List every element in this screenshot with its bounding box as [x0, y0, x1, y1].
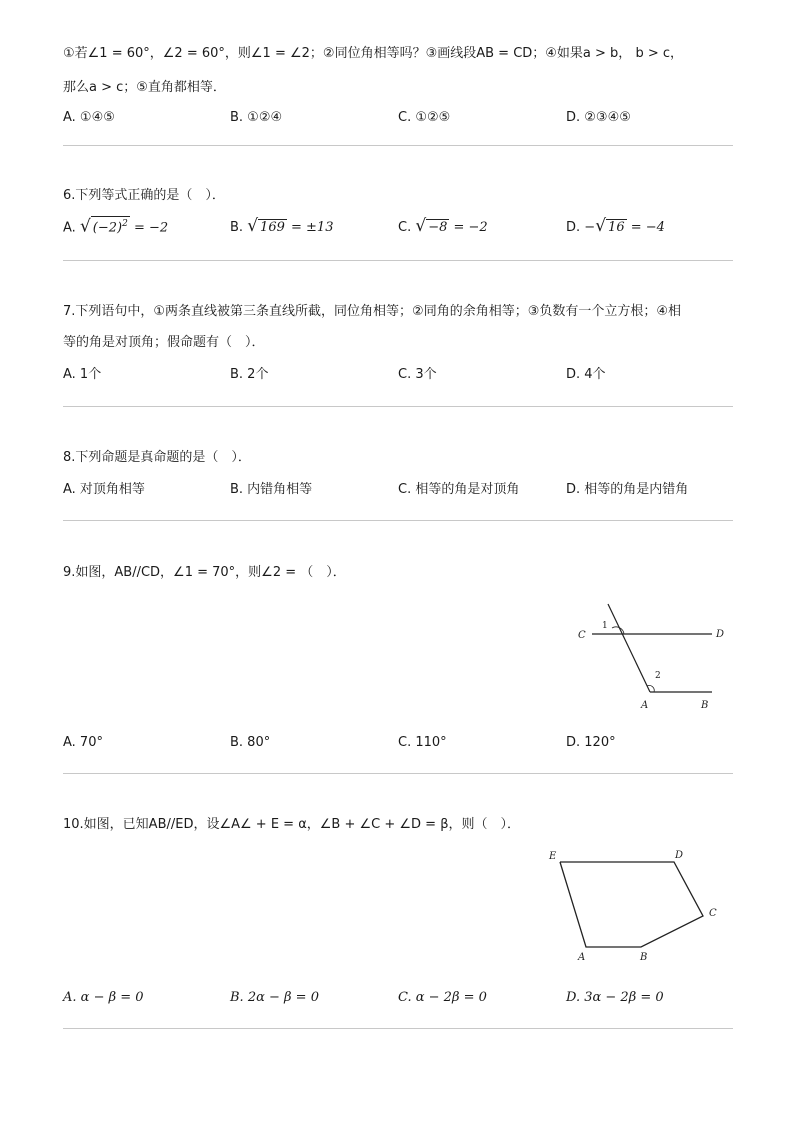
radicand: −8 [428, 220, 448, 235]
divider [63, 1028, 733, 1029]
q5-option-c[interactable]: C. ①②⑤ [398, 110, 451, 125]
option-label: D. [566, 220, 581, 235]
point-d-label: D [675, 850, 684, 861]
point-b-label: B [640, 952, 648, 963]
q6-option-a[interactable]: A. √ $(-2)^2 = -2$ [63, 216, 169, 237]
transversal [608, 604, 650, 692]
divider [63, 260, 733, 261]
q7-option-b[interactable]: B. 2个 [230, 367, 269, 382]
q5-line-2: 那么a > c；⑤直角都相等． [63, 80, 226, 95]
option-label: A. [63, 220, 76, 236]
option-label: B. [230, 220, 244, 235]
q10-option-a[interactable]: A. α − β = 0 [63, 990, 144, 1005]
option-label: C. [398, 220, 412, 235]
point-b-label: B [701, 700, 709, 711]
q7-option-c[interactable]: C. 3个 [398, 367, 437, 382]
q8-option-a[interactable]: A. 对顶角相等 [63, 482, 145, 497]
q5-option-b[interactable]: B. ①②④ [230, 110, 283, 125]
rhs: = ±13 [291, 220, 334, 235]
minus-sign: − [584, 220, 596, 235]
rhs: = −2 [453, 220, 488, 235]
q8-option-d[interactable]: D. 相等的角是内错角 [566, 482, 689, 497]
q7-line-1: 7.下列语句中，①两条直线被第三条直线所截，同位角相等；②同角的余角相等；③负数有一个立方根；④相 [63, 304, 682, 319]
q9-stem: 9.如图，AB//CD，∠1 = 70°，则∠2 = （ ）． [63, 565, 346, 580]
q9-option-c[interactable]: C. 110° [398, 735, 447, 750]
q10-option-d[interactable]: D. 3α − 2β = 0 [566, 990, 664, 1005]
divider [63, 520, 733, 521]
q10-option-c[interactable]: C. α − 2β = 0 [398, 990, 487, 1005]
divider [63, 773, 733, 774]
pentagon-abcde [560, 862, 703, 947]
q9-option-d[interactable]: D. 120° [566, 735, 616, 750]
q6-stem: 6.下列等式正确的是（ ）． [63, 188, 225, 203]
q9-option-b[interactable]: B. 80° [230, 735, 271, 750]
q8-stem: 8.下列命题是真命题的是（ ）． [63, 450, 251, 465]
q9-option-a[interactable]: A. 70° [63, 735, 103, 750]
q6-option-b[interactable]: B. √ 169 = ±13 [230, 216, 334, 236]
point-a-label: A [578, 952, 586, 963]
rhs: = −2 [133, 220, 169, 236]
q7-option-a[interactable]: A. 1个 [63, 367, 102, 382]
point-e-label: E [549, 851, 557, 862]
angle-1-label: 1 [602, 621, 608, 631]
q7-line-2: 等的角是对顶角；假命题有（ ）． [63, 335, 265, 350]
point-d-label: D [716, 629, 725, 640]
q6-option-d[interactable]: D. −√ 16 = −4 [566, 216, 665, 236]
angle-2-label: 2 [655, 671, 661, 681]
radicand: 16 [608, 220, 625, 235]
q5-line-1: ①若∠1 = 60°，∠2 = 60°，则∠1 = ∠2；②同位角相等吗？③画线段AB = CD；④如果a > b， b > c， [63, 46, 683, 61]
rhs: = −4 [630, 220, 665, 235]
q5-option-d[interactable]: D. ②③④⑤ [566, 110, 631, 125]
point-c-label: C [709, 908, 717, 919]
q7-option-d[interactable]: D. 4个 [566, 367, 606, 382]
q8-option-b[interactable]: B. 内错角相等 [230, 482, 313, 497]
q5-option-a[interactable]: A. ①④⑤ [63, 110, 115, 125]
radicand: 169 [260, 220, 285, 235]
q10-stem: 10.如图，已知AB//ED，设∠A∠ + E = α，∠B + ∠C + ∠D = β，则（ ）． [63, 817, 521, 832]
divider [63, 406, 733, 407]
radicand: $(-2)^2$ [91, 216, 130, 235]
divider [63, 145, 733, 146]
q8-option-c[interactable]: C. 相等的角是对顶角 [398, 482, 520, 497]
q6-option-c[interactable]: C. √ −8 = −2 [398, 216, 488, 236]
point-a-label: A [641, 700, 649, 711]
point-c-label: C [578, 630, 586, 641]
q9-parallel-lines-figure [570, 598, 740, 716]
q10-option-b[interactable]: B. 2α − β = 0 [230, 990, 319, 1005]
q10-pentagon-figure [540, 843, 730, 968]
